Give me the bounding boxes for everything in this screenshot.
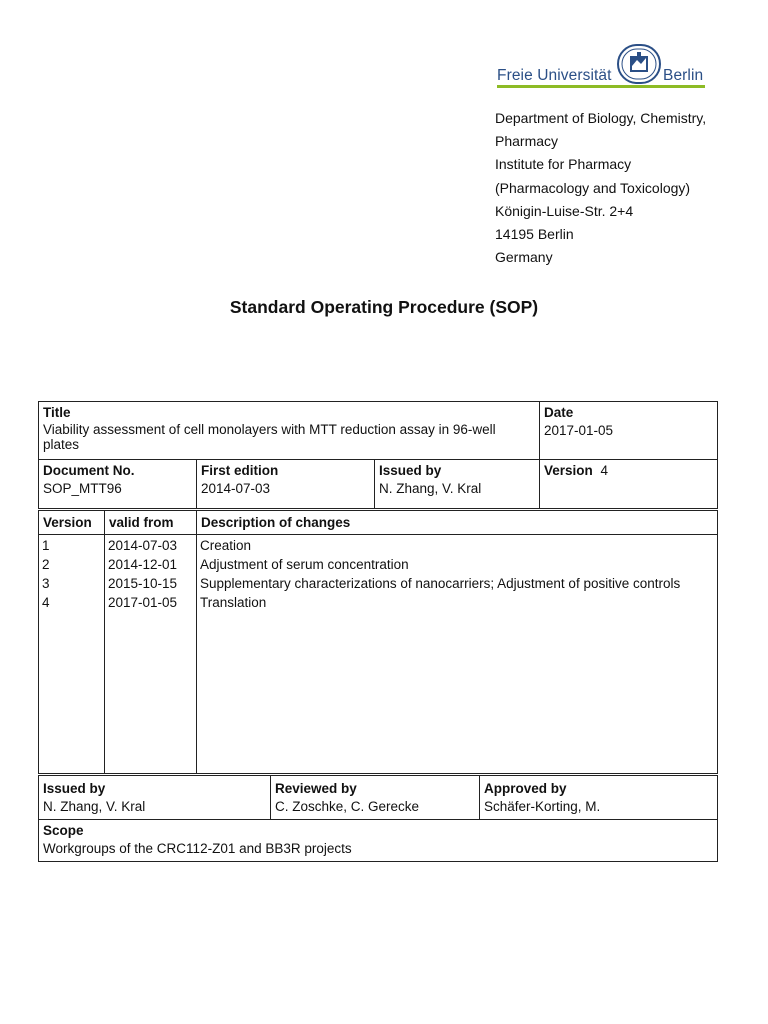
approval-issued-by-label: Issued by xyxy=(43,781,106,796)
first-edition-label: First edition xyxy=(201,463,279,478)
scope-value: Workgroups of the CRC112-Z01 and BB3R projects xyxy=(43,841,352,856)
address-line: Pharmacy xyxy=(495,133,559,150)
version-value: 4 xyxy=(600,463,609,478)
title-label: Title xyxy=(43,405,71,420)
approved-by-cell xyxy=(480,778,718,817)
university-seal-icon xyxy=(617,44,661,84)
reviewed-by-cell xyxy=(271,778,479,817)
address-line: Germany xyxy=(495,249,553,266)
first-edition-value: 2014-07-03 xyxy=(201,481,271,496)
department-address xyxy=(495,107,706,269)
row-description: Adjustment of serum concentration xyxy=(200,557,409,572)
logo-name-left: Freie Universität xyxy=(497,67,612,84)
reviewed-by-value: C. Zoschke, C. Gerecke xyxy=(275,799,420,814)
row-version: 4 xyxy=(42,595,50,610)
row-description: Supplementary characterizations of nanocarriers; Adjustment of positive controls xyxy=(200,576,681,591)
approved-by-value: Schäfer-Korting, M. xyxy=(484,799,601,814)
row-version: 2 xyxy=(42,557,50,572)
document-no-label: Document No. xyxy=(43,463,135,478)
logo-underline xyxy=(497,85,705,88)
row-valid-from: 2014-07-03 xyxy=(108,538,178,553)
row-version: 3 xyxy=(42,576,50,591)
first-edition-cell xyxy=(197,460,374,499)
scope-label: Scope xyxy=(43,823,84,838)
address-line: (Pharmacology and Toxicology) xyxy=(495,179,691,196)
row-valid-from: 2014-12-01 xyxy=(108,557,178,572)
row-description: Creation xyxy=(200,538,252,553)
document-no-value: SOP_MTT96 xyxy=(43,481,122,496)
row-valid-from: 2017-01-05 xyxy=(108,595,178,610)
document-no-cell xyxy=(39,460,196,499)
approved-by-label: Approved by xyxy=(484,781,567,796)
approval-table xyxy=(38,775,718,862)
version-cell xyxy=(540,460,718,481)
address-line: Königin-Luise-Str. 2+4 xyxy=(495,202,634,219)
title-value: Viability assessment of cell monolayers with MTT reduction assay in 96-well plates xyxy=(43,422,496,452)
reviewed-by-label: Reviewed by xyxy=(275,781,357,796)
address-line: Department of Biology, Chemistry, xyxy=(495,110,707,126)
header-version: Version xyxy=(43,515,92,530)
issued-by-value: N. Zhang, V. Kral xyxy=(379,481,482,496)
title-cell xyxy=(39,402,539,455)
version-history-table xyxy=(38,510,718,774)
date-cell xyxy=(540,402,718,441)
approval-issued-by-cell xyxy=(39,778,270,817)
date-value: 2017-01-05 xyxy=(544,423,614,438)
address-line: 14195 Berlin xyxy=(495,226,574,243)
document-title: Standard Operating Procedure (SOP) xyxy=(229,297,539,317)
row-valid-from: 2015-10-15 xyxy=(108,576,178,591)
sop-info-table xyxy=(38,401,718,509)
issued-by-cell xyxy=(375,460,539,499)
header-description: Description of changes xyxy=(201,515,351,530)
version-label: Version xyxy=(544,463,593,478)
approval-issued-by-value: N. Zhang, V. Kral xyxy=(43,799,146,814)
row-version: 1 xyxy=(42,538,50,553)
row-description: Translation xyxy=(200,595,267,610)
scope-cell xyxy=(39,820,718,859)
logo-name-right: Berlin xyxy=(663,67,704,84)
university-logo xyxy=(497,44,705,90)
header-valid-from: valid from xyxy=(109,515,174,530)
issued-by-label: Issued by xyxy=(379,463,442,478)
address-line: Institute for Pharmacy xyxy=(495,156,632,173)
date-label: Date xyxy=(544,405,574,420)
